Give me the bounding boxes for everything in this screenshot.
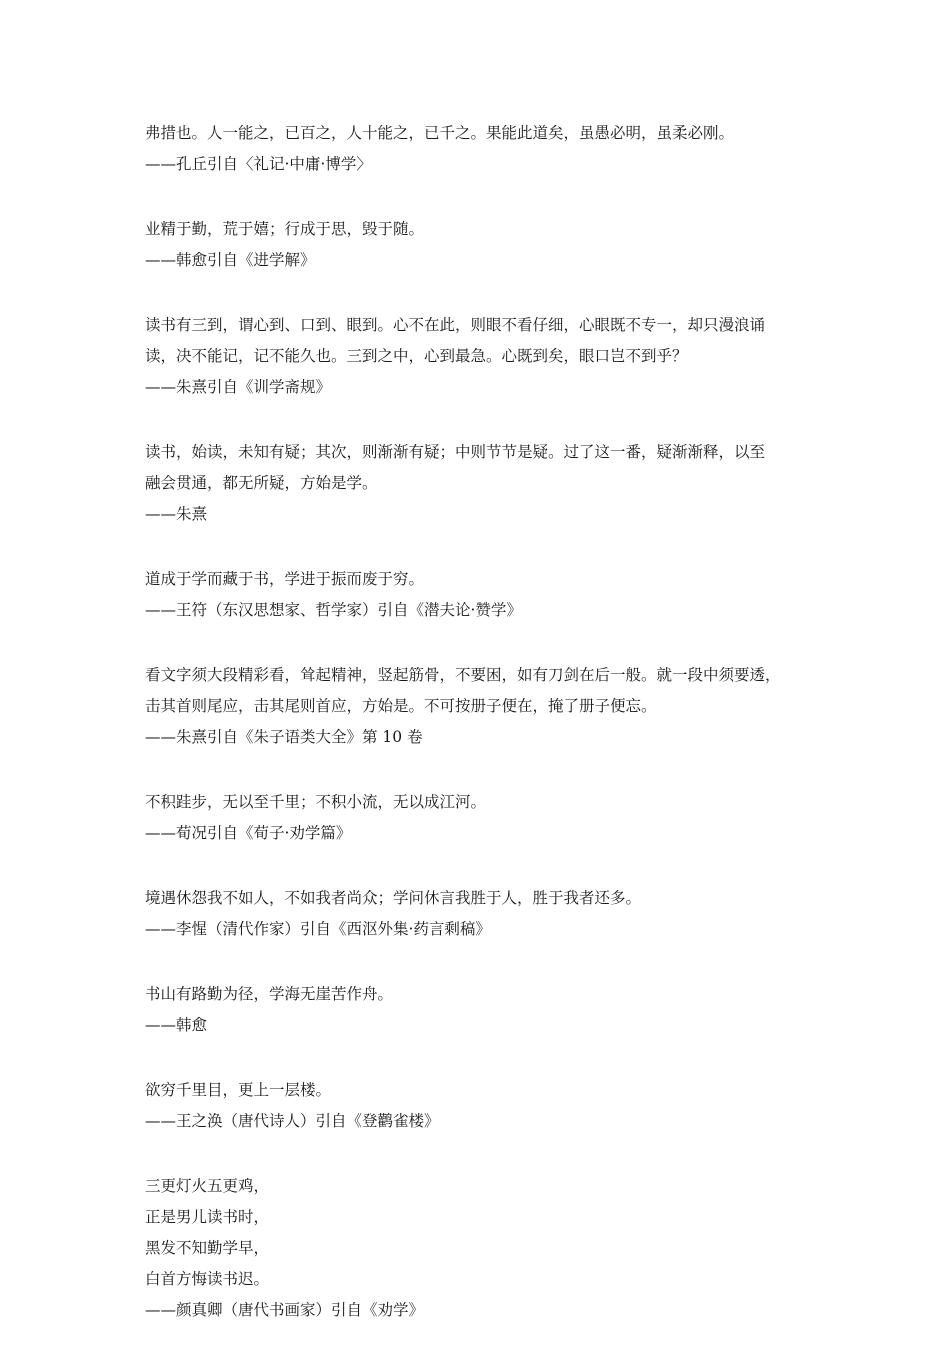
- quote-entry: [145, 883, 815, 945]
- quote-entry: [145, 1171, 815, 1326]
- quote-line: 弗措也。人一能之，已百之，人十能之，已千之。果能此道矣，虽愚必明，虽柔必刚。: [145, 124, 735, 142]
- quote-line: 击其首则尾应，击其尾则首应，方始是。不可按册子便在，掩了册子便忘。: [145, 697, 657, 715]
- poem-line: 正是男儿读书时，: [145, 1208, 270, 1226]
- quote-line: 书山有路勤为径，学海无崖苦作舟。: [145, 985, 394, 1003]
- quote-line: 不积跬步，无以至千里；不积小流，无以成江河。: [145, 793, 487, 811]
- quote-entry: [145, 660, 815, 753]
- quote-attribution: ——朱熹: [145, 505, 208, 523]
- quote-line: 道成于学而藏于书，学进于振而废于穷。: [145, 570, 425, 588]
- quote-entry: [145, 979, 815, 1041]
- quote-line: 欲穷千里目，更上一层楼。: [145, 1081, 332, 1099]
- quote-line: 融会贯通，都无所疑，方始是学。: [145, 474, 378, 492]
- quote-entry: [145, 437, 815, 530]
- quote-entry: [145, 118, 815, 180]
- quote-line: 业精于勤，荒于嬉；行成于思，毁于随。: [145, 220, 425, 238]
- quote-attribution: ——孔丘引自〈礼记·中庸·博学〉: [145, 155, 372, 173]
- poem-line: 白首方悔读书迟。: [145, 1270, 270, 1288]
- quote-attribution: ——韩愈引自《进学解》: [145, 251, 316, 269]
- quote-attribution: ——王之涣（唐代诗人）引自《登鹳雀楼》: [145, 1112, 440, 1130]
- quote-line: 读书有三到，谓心到、口到、眼到。心不在此，则眼不看仔细，心眼既不专一，却只漫浪诵: [145, 316, 766, 334]
- quote-entry: [145, 787, 815, 849]
- poem-line: 三更灯火五更鸡，: [145, 1177, 270, 1195]
- quote-line: 看文字须大段精彩看，耸起精神，竖起筋骨，不要困，如有刀剑在后一般。就一段中须要透，: [145, 666, 781, 684]
- quote-entry: [145, 564, 815, 626]
- quote-entry: [145, 214, 815, 276]
- quote-attribution: ——荀况引自《荀子·劝学篇》: [145, 824, 352, 842]
- quote-line: 境遇休怨我不如人，不如我者尚众；学问休言我胜于人，胜于我者还多。: [145, 889, 642, 907]
- quote-attribution: ——朱熹引自《训学斋规》: [145, 378, 332, 396]
- quote-attribution: ——韩愈: [145, 1016, 208, 1034]
- quote-attribution: ——李惺（清代作家）引自《西沤外集·药言剩稿》: [145, 920, 491, 938]
- document-page: [145, 118, 815, 1360]
- poem-line: 黑发不知勤学早，: [145, 1239, 270, 1257]
- quote-attribution: ——颜真卿（唐代书画家）引自《劝学》: [145, 1301, 425, 1319]
- quote-entry: [145, 310, 815, 403]
- quote-line: 读书，始读，未知有疑；其次，则渐渐有疑；中则节节是疑。过了这一番，疑渐渐释，以至: [145, 443, 766, 461]
- quote-line: 读，决不能记，记不能久也。三到之中，心到最急。心既到矣，眼口岂不到乎？: [145, 347, 688, 365]
- quote-entry: [145, 1075, 815, 1137]
- quote-attribution: ——朱熹引自《朱子语类大全》第 10 卷: [145, 728, 423, 746]
- quote-attribution: ——王符（东汉思想家、哲学家）引自《潜夫论·赞学》: [145, 601, 522, 619]
